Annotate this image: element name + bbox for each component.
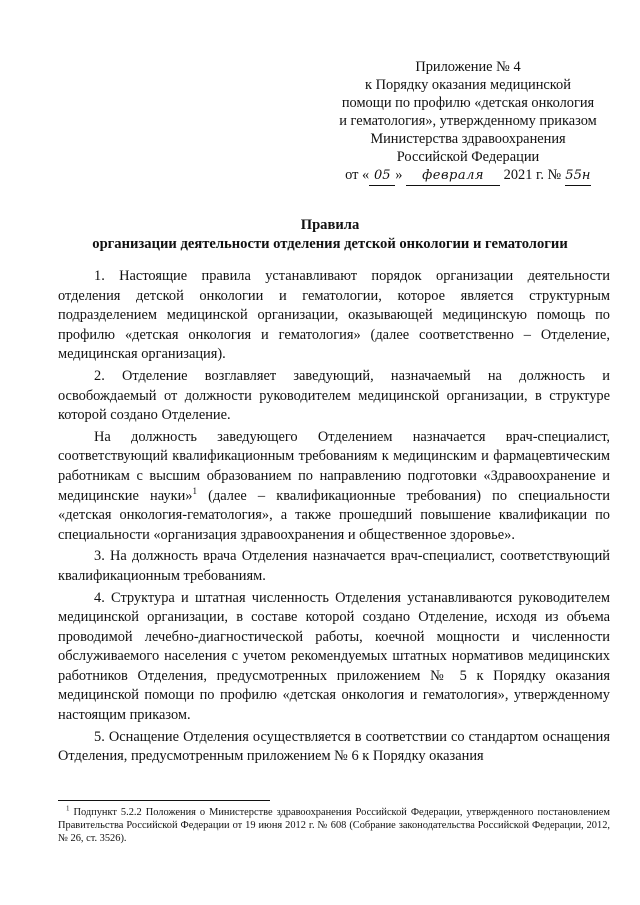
paragraph-4: 3. На должность врача Отделения назначается врач-специалист, соответствующий квалификационным требованиям. — [58, 548, 610, 584]
footnote-reference: 1 — [192, 485, 197, 496]
document-body — [58, 267, 610, 767]
paragraph-5: 4. Структура и штатная численность Отделения устанавливаются руководителем медицинской организации, в составе которой создано Отделение, исходя из объема проводимой лечебно-диагностической работы, коечной мощности и численности обслуживаемого населения с учетом рекомендуемых штатных нормативов медицинских работников Отделения, предусмотренных приложением № 5 к Порядку оказания медицинской помощи по профилю «детская онкология и гематология», утвержденному настоящим приказом. — [58, 589, 610, 724]
footnote-text: Подпункт 5.2.2 Положения о Министерстве здравоохранения Российской Федерации, утвержденного постановлением Правительства Российской Федерации от 19 июня 2012 г. № 608 (Собрание законодательства Российской Федерации, 2012, № 26, ст. 3526). — [58, 807, 610, 844]
appendix-number: Приложение № 4 — [415, 59, 521, 75]
paragraph-1: 1. Настоящие правила устанавливают порядок организации деятельности отделения детской онкологии и гематологии, которое является структурным подразделением медицинской организации, оказывающей медицинскую помощь по профилю «детская онкология и гематология» (далее соответственно – Отделение, медицинская организация). — [58, 268, 610, 363]
handwritten-month: февраля — [406, 167, 500, 186]
appendix-header — [318, 58, 618, 186]
footnote-mark: 1 — [66, 804, 70, 813]
date-year: 2021 г. № — [503, 167, 562, 183]
paragraph-2: 2. Отделение возглавляет заведующий, назначаемый на должность и освобождаемый от должности руководителем медицинской организации, в структуре которой создано Отделение. — [58, 367, 610, 424]
appendix-line: к Порядку оказания медицинской — [365, 77, 571, 93]
document-subtitle: организации деятельности отделения детской онкологии и гематологии — [92, 236, 568, 252]
appendix-line: и гематология», утвержденному приказом — [339, 113, 597, 129]
order-date-line — [318, 166, 618, 186]
paragraph-3 — [58, 428, 610, 546]
appendix-line: Российской Федерации — [396, 149, 540, 165]
handwritten-order-number: 55н — [565, 167, 591, 186]
appendix-line: Министерства здравоохранения — [370, 131, 566, 147]
footnote — [58, 806, 610, 845]
date-prefix: от « — [345, 167, 370, 183]
paragraph-3-part-b: (далее – квалификационные требования) по специальности «детская онкология-гематология», а также прошедший повышение квалификации по специальности «организация здравоохранения и общественное здоровье». — [58, 487, 610, 543]
appendix-line: помощи по профилю «детская онкология — [341, 95, 595, 111]
document-title: Правила — [300, 217, 360, 233]
paragraph-3-part-a: На должность заведующего Отделением назначается врач-специалист, соответствующий квалификационным требованиям к медицинским и фармацевтическим работникам с высшим образованием по направлению подготовки «Здравоохранение и медицинские науки» — [58, 428, 610, 504]
paragraph-6: 5. Оснащение Отделения осуществляется в соответствии со стандартом оснащения Отделения, предусмотренным приложением № 6 к Порядку оказания — [58, 728, 610, 765]
footnote-divider — [58, 800, 270, 801]
handwritten-day: 05 — [369, 167, 395, 186]
date-quote: » — [395, 167, 403, 183]
